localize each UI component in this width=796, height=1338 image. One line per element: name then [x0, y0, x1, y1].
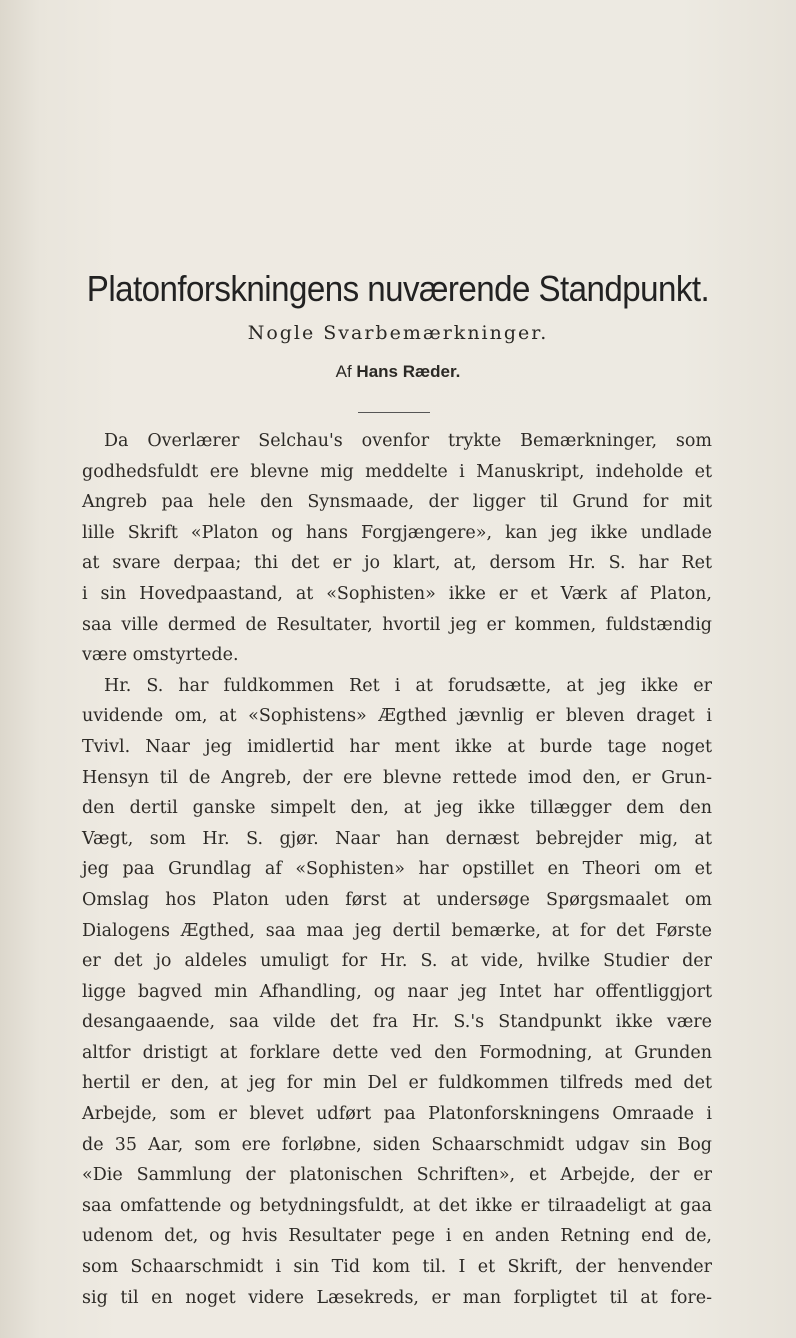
- text-line: uvidende om, at «Sophistens» Ægthed jævnlig er bleven draget i: [82, 706, 712, 727]
- text-line: ligge bagved min Afhandling, og naar jeg Intet har offentliggjort: [82, 981, 712, 1002]
- text-line: Da Overlærer Selchau's ovenfor trykte Bemærkninger, som: [104, 431, 712, 451]
- text-line: lille Skrift «Platon og hans Forgjængere», kan jeg ikke undlade: [82, 522, 712, 543]
- text-line: Angreb paa hele den Synsmaade, der ligger til Grund for mit: [82, 492, 712, 513]
- text-line: Tvivl. Naar jeg imidlertid har ment ikke at burde tage noget: [82, 736, 712, 757]
- text-line: Arbejde, som er blevet udført paa Platonforskningens Omraade i: [82, 1104, 712, 1125]
- text-line: Dialogens Ægthed, saa maa jeg dertil bemærke, at for det Første: [82, 920, 712, 941]
- text-line: godhedsfuldt ere blevne mig meddelte i Manuskript, indeholde et: [82, 461, 712, 482]
- text-line: altfor dristigt at forklare dette ved den Formodning, at Grunden: [82, 1042, 712, 1063]
- page-subtitle: Nogle Svarbemærkninger.: [247, 322, 549, 344]
- text-line: at svare derpaa; thi det er jo klart, at, dersom Hr. S. har Ret: [82, 553, 712, 574]
- text-line: udenom det, og hvis Resultater pege i en anden Retning end de,: [82, 1226, 712, 1247]
- text-line: Hr. S. har fuldkommen Ret i at forudsætte, at jeg ikke er: [104, 675, 712, 696]
- text-line: saa omfattende og betydningsfuldt, at det ikke er tilraadeligt at gaa: [82, 1195, 712, 1216]
- text-line: «Die Sammlung der platonischen Schriften», et Arbejde, der er: [82, 1165, 712, 1186]
- text-line: som Schaarschmidt i sin Tid kom til. I et Skrift, der henvender: [82, 1257, 712, 1278]
- author-prefix: Af: [335, 362, 352, 381]
- body-text: [82, 426, 712, 1313]
- text-line: desangaaende, saa vilde det fra Hr. S.'s Standpunkt ikke være: [82, 1012, 712, 1033]
- text-line: være omstyrtede.: [82, 645, 239, 666]
- text-line: den dertil ganske simpelt den, at jeg ikke tillægger dem den: [82, 798, 712, 819]
- text-line: de 35 Aar, som ere forløbne, siden Schaarschmidt udgav sin Bog: [82, 1134, 712, 1155]
- author-name: Hans Ræder.: [356, 362, 461, 381]
- title-divider: [358, 412, 430, 413]
- text-line: er det jo aldeles umuligt for Hr. S. at vide, hvilke Studier der: [82, 951, 712, 972]
- text-line: i sin Hovedpaastand, at «Sophisten» ikke er et Værk af Platon,: [82, 583, 712, 604]
- text-line: Hensyn til de Angreb, der ere blevne rettede imod den, er Grun-: [82, 767, 712, 788]
- text-line: saa ville dermed de Resultater, hvortil jeg er kommen, fuldstændig: [82, 614, 712, 635]
- text-line: jeg paa Grundlag af «Sophisten» har opstillet en Theori om et: [82, 859, 712, 880]
- text-line: Omslag hos Platon uden først at undersøge Spørgsmaalet om: [82, 889, 712, 910]
- text-line: Vægt, som Hr. S. gjør. Naar han dernæst bebrejder mig, at: [82, 828, 712, 849]
- text-line: sig til en noget videre Læsekreds, er man forpligtet til at fore-: [82, 1287, 712, 1308]
- text-line: hertil er den, at jeg for min Del er fuldkommen tilfreds med det: [82, 1073, 712, 1094]
- author-line: [0, 362, 796, 382]
- page-title: Platonforskningens nuværende Standpunkt.: [86, 268, 710, 309]
